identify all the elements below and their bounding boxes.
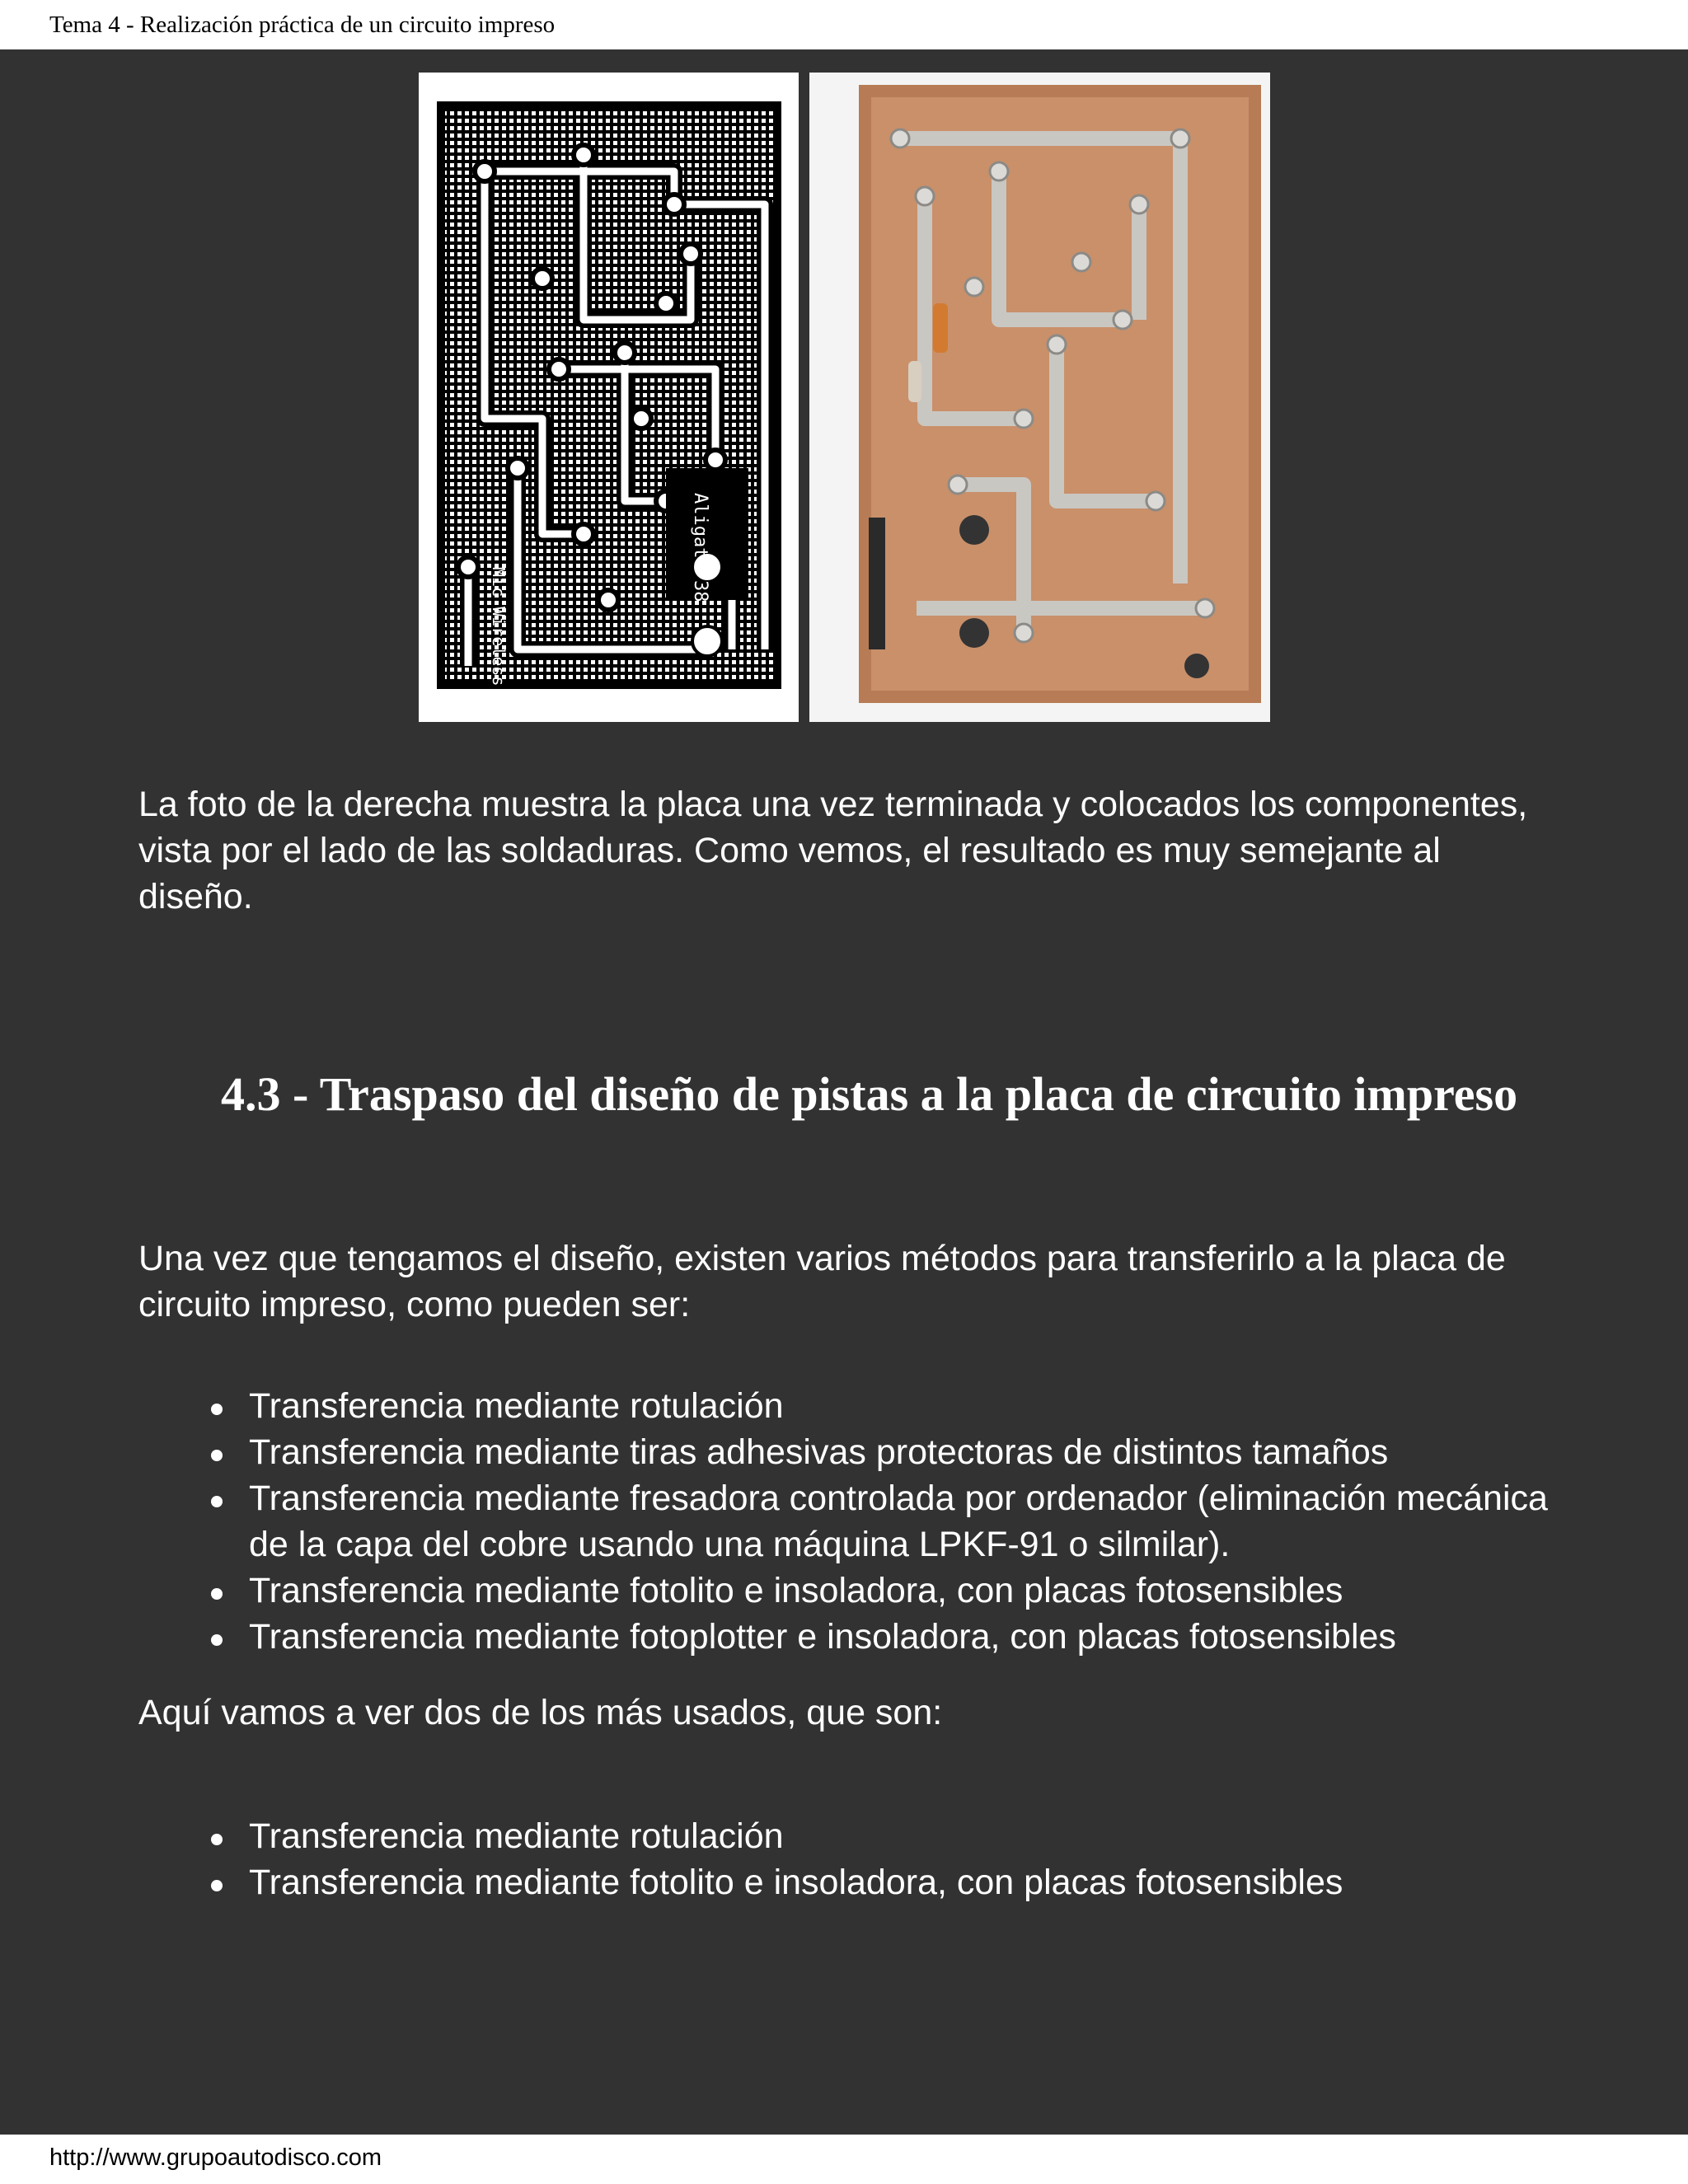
page-content: [0, 49, 1688, 2135]
list-item-text: Transferencia mediante fotolito e insoladora, con placas fotosensibles: [249, 1571, 1343, 1610]
header-title: Tema 4 - Realización práctica de un circuito impreso: [49, 12, 556, 38]
list-item: [206, 1475, 1558, 1568]
bullet-icon: [211, 1834, 223, 1845]
pcb-finished-photo: [809, 73, 1270, 722]
list-item-text: Transferencia mediante rotulación: [249, 1816, 784, 1856]
bullet-icon: [211, 1588, 223, 1600]
list-item-text: Transferencia mediante fresadora controlada por ordenador (eliminación mecánica de la capa del cobre usando una máquina LPKF-91 o silmilar).: [249, 1479, 1548, 1564]
list-item: [206, 1859, 1558, 1905]
pcb-design-drawing: [419, 73, 799, 722]
paragraph-methods-intro: Una vez que tengamos el diseño, existen varios métodos para transferirlo a la placa de circuito impreso, como pueden ser:: [138, 1239, 1506, 1324]
pcb-photo-drawing: [809, 73, 1270, 722]
list-item-text: Transferencia mediante rotulación: [249, 1386, 784, 1426]
list-item: [206, 1383, 1558, 1429]
footer-link[interactable]: http://www.grupoautodisco.com: [49, 2144, 382, 2171]
list-item: [206, 1429, 1558, 1475]
used-methods-list: [206, 1813, 1558, 1905]
list-item: [206, 1813, 1558, 1859]
bullet-icon: [211, 1496, 223, 1507]
list-item: [206, 1614, 1558, 1660]
paragraph-photo-description: La foto de la derecha muestra la placa una vez terminada y colocados los componentes, vista por el lado de las soldaduras. Como vemos, el resultado es muy semejante al diseño.: [138, 785, 1528, 916]
bullet-icon: [211, 1880, 223, 1891]
pcb-design-label: Aligato 38: [690, 493, 710, 602]
list-item-text: Transferencia mediante fotoplotter e insoladora, con placas fotosensibles: [249, 1617, 1396, 1657]
pcb-design-image: [419, 73, 799, 722]
paragraph-used-intro: Aquí vamos a ver dos de los más usados, que son:: [138, 1693, 943, 1732]
list-item-text: Transferencia mediante fotolito e insoladora, con placas fotosensibles: [249, 1863, 1343, 1902]
bullet-icon: [211, 1450, 223, 1461]
section-heading: 4.3 - Traspaso del diseño de pistas a la placa de circuito impreso: [221, 1067, 1518, 1121]
methods-list: [206, 1383, 1558, 1660]
bullet-icon: [211, 1634, 223, 1646]
pcb-design-label-2: Mic Wireless: [489, 567, 509, 687]
list-item: [206, 1568, 1558, 1614]
header-bar: [0, 0, 1688, 49]
bullet-icon: [211, 1404, 223, 1415]
footer-bar: [0, 2135, 1688, 2184]
list-item-text: Transferencia mediante tiras adhesivas protectoras de distintos tamaños: [249, 1432, 1389, 1472]
